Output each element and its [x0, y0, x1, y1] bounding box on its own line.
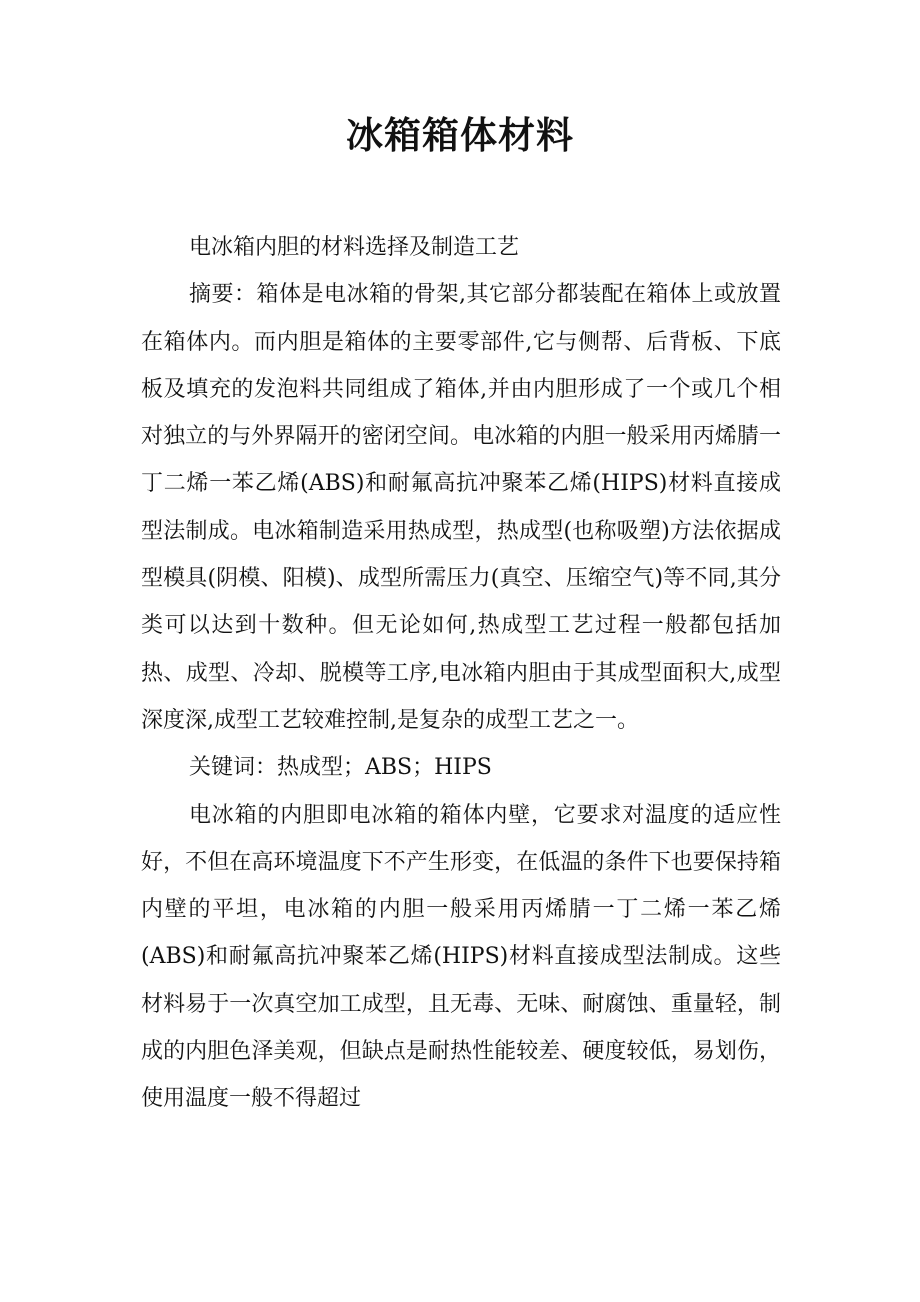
keywords-paragraph: 关键词：热成型；ABS；HIPS — [189, 755, 492, 781]
document-body — [141, 224, 781, 1123]
body-paragraph: 电冰箱的内胆即电冰箱的箱体内壁，它要求对温度的适应性好，不但在高环境温度下不产生形变，在低温的条件下也要保持箱内壁的平坦，电冰箱的内胆一般采用丙烯腈一丁二烯一苯乙烯(ABS)和耐氟高抗冲聚苯乙烯(HIPS)材料直接成型法制成。这些材料易于一次真空加工成型，且无毒、无味、耐腐蚀、重量轻，制成的内胆色泽美观，但缺点是耐热性能较差、硬度较低，易划伤，使用温度一般不得超过 — [141, 802, 781, 1112]
abstract-paragraph: 摘要：箱体是电冰箱的骨架,其它部分都装配在箱体上或放置在箱体内。而内胆是箱体的主要零部件,它与侧帮、后背板、下底板及填充的发泡料共同组成了箱体,并由内胆形成了一个或几个相对独立的与外界隔开的密闭空间。电冰箱的内胆一般采用丙烯腈一丁二烯一苯乙烯(ABS)和耐氟高抗冲聚苯乙烯(HIPS)材料直接成型法制成。电冰箱制造采用热成型，热成型(也称吸塑)方法依据成型模具(阴模、阳模)、成型所需压力(真空、压缩空气)等不同,其分类可以达到十数种。但无论如何,热成型工艺过程一般都包括加热、成型、冷却、脱模等工序,电冰箱内胆由于其成型面积大,成型深度深,成型工艺较难控制,是复杂的成型工艺之一。 — [141, 282, 781, 733]
document-title: 冰箱箱体材料 — [346, 114, 574, 157]
subtitle-paragraph: 电冰箱内胆的材料选择及制造工艺 — [189, 235, 520, 260]
